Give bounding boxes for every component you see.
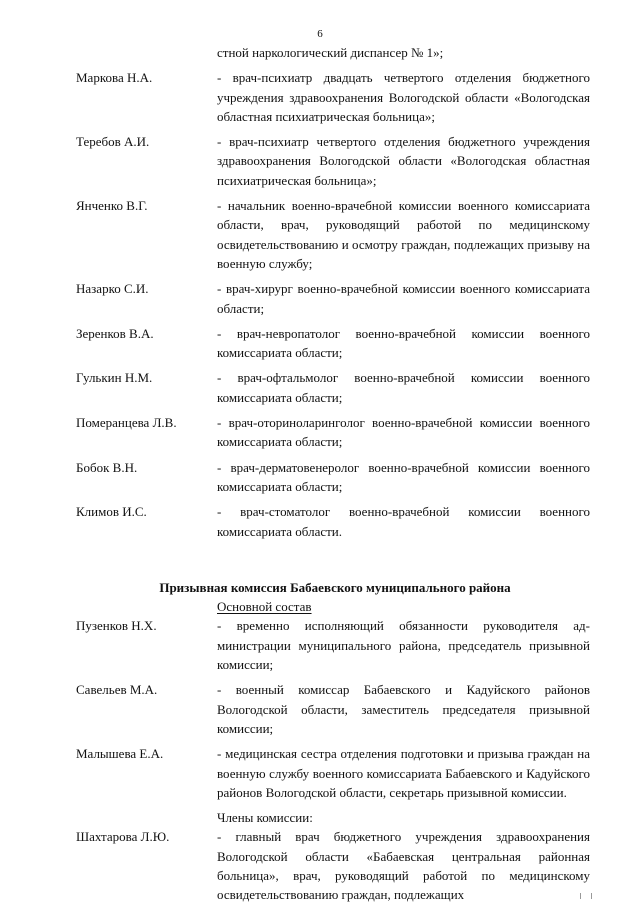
main-composition-subtitle: Основной состав xyxy=(217,599,312,615)
member-entry xyxy=(0,616,640,674)
member-description: - врач-дерматовенеролог военно-врачебной комиссии военного комиссариата области; xyxy=(217,459,590,494)
page-number: 6 xyxy=(317,28,323,40)
member-entry xyxy=(0,68,640,126)
member-name: Климов И.С. xyxy=(76,504,147,520)
commission-members-list-c xyxy=(0,827,640,904)
member-name: Зеренков В.А. xyxy=(76,325,154,341)
member-description: - врач-психиатр двадцать четвертого отделения бюджетного учреждения здравоохранения Вологодской области «Вологодская областная психиатрическая больница»; xyxy=(217,70,590,124)
member-name: Маркова Н.А. xyxy=(76,70,153,86)
member-name: Малышева Е.А. xyxy=(76,746,164,762)
commission-members-list-b xyxy=(0,616,640,808)
member-name: Померанцева Л.В. xyxy=(76,415,177,431)
member-description: - главный врач бюджетного учреждения здравоохранения Вологодской области «Бабаевская центральная районная больница», врач, руководящий работой по медицинскому освидетельствованию граждан, подлежащих xyxy=(217,829,590,903)
member-entry xyxy=(0,132,640,190)
members-label: Члены комиссии: xyxy=(217,810,313,826)
page-content xyxy=(0,43,640,905)
member-name: Гулькин Н.М. xyxy=(76,370,153,386)
member-name: Теребов А.И. xyxy=(76,134,150,150)
commission-members-list-a xyxy=(0,68,640,547)
member-description: - временно исполняющий обязанности руководителя администрации муниципального района, председатель призывной комиссии; xyxy=(217,618,590,673)
member-description: - врач-хирург военно-врачебной комиссии военного комиссариата области; xyxy=(217,281,590,316)
member-entry xyxy=(0,680,640,738)
member-description: - начальник военно-врачебной комиссии военного комиссариата области, врач, руководящий работой по медицинскому освидетельствованию и осмотру граждан, подлежащих призыву на военную службу; xyxy=(217,198,590,271)
member-name: Шахтарова Л.Ю. xyxy=(76,829,170,845)
member-entry xyxy=(0,827,640,904)
member-description: - медицинская сестра отделения подготовки и призыва граждан на военную службу военного комиссариата Бабаевского и Кадуйского районов Вологодской области, секретарь призывной комиссии. xyxy=(217,746,590,800)
member-description: - военный комиссар Бабаевского и Кадуйского районов Вологодской области, заместитель председателя призывной комиссии; xyxy=(217,682,590,736)
member-name: Савельев М.А. xyxy=(76,682,158,698)
member-entry xyxy=(0,413,640,452)
member-description: - врач-стоматолог военно-врачебной комиссии военного комиссариата области. xyxy=(217,504,590,539)
member-entry xyxy=(0,196,640,273)
member-description: - врач-офтальмолог военно-врачебной комиссии военного комиссариата области; xyxy=(217,370,590,405)
scan-mark xyxy=(580,893,592,899)
member-name: Пузенков Н.Х. xyxy=(76,618,157,634)
member-entry xyxy=(0,744,640,802)
member-name: Янченко В.Г. xyxy=(76,198,148,214)
member-entry xyxy=(0,368,640,407)
member-entry xyxy=(0,458,640,497)
member-description: - врач-невропатолог военно-врачебной комиссии военного комиссариата области; xyxy=(217,325,590,361)
member-description: - врач-психиатр четвертого отделения бюджетного учреждения здравоохранения Вологодской области «Вологодская областная психиатрическая больница»; xyxy=(217,134,590,188)
member-name: Бобок В.Н. xyxy=(76,459,138,475)
continuation-line: стной наркологический диспансер № 1»; xyxy=(217,45,444,60)
section-title: Призывная комиссия Бабаевского муниципального района xyxy=(159,579,511,595)
member-name: Назарко С.И. xyxy=(76,281,149,297)
member-description: - врач-оториноларинголог военно-врачебной комиссии военного комиссариата области; xyxy=(217,415,590,450)
member-entry xyxy=(0,279,640,318)
member-entry xyxy=(0,502,640,541)
member-entry xyxy=(0,324,640,363)
